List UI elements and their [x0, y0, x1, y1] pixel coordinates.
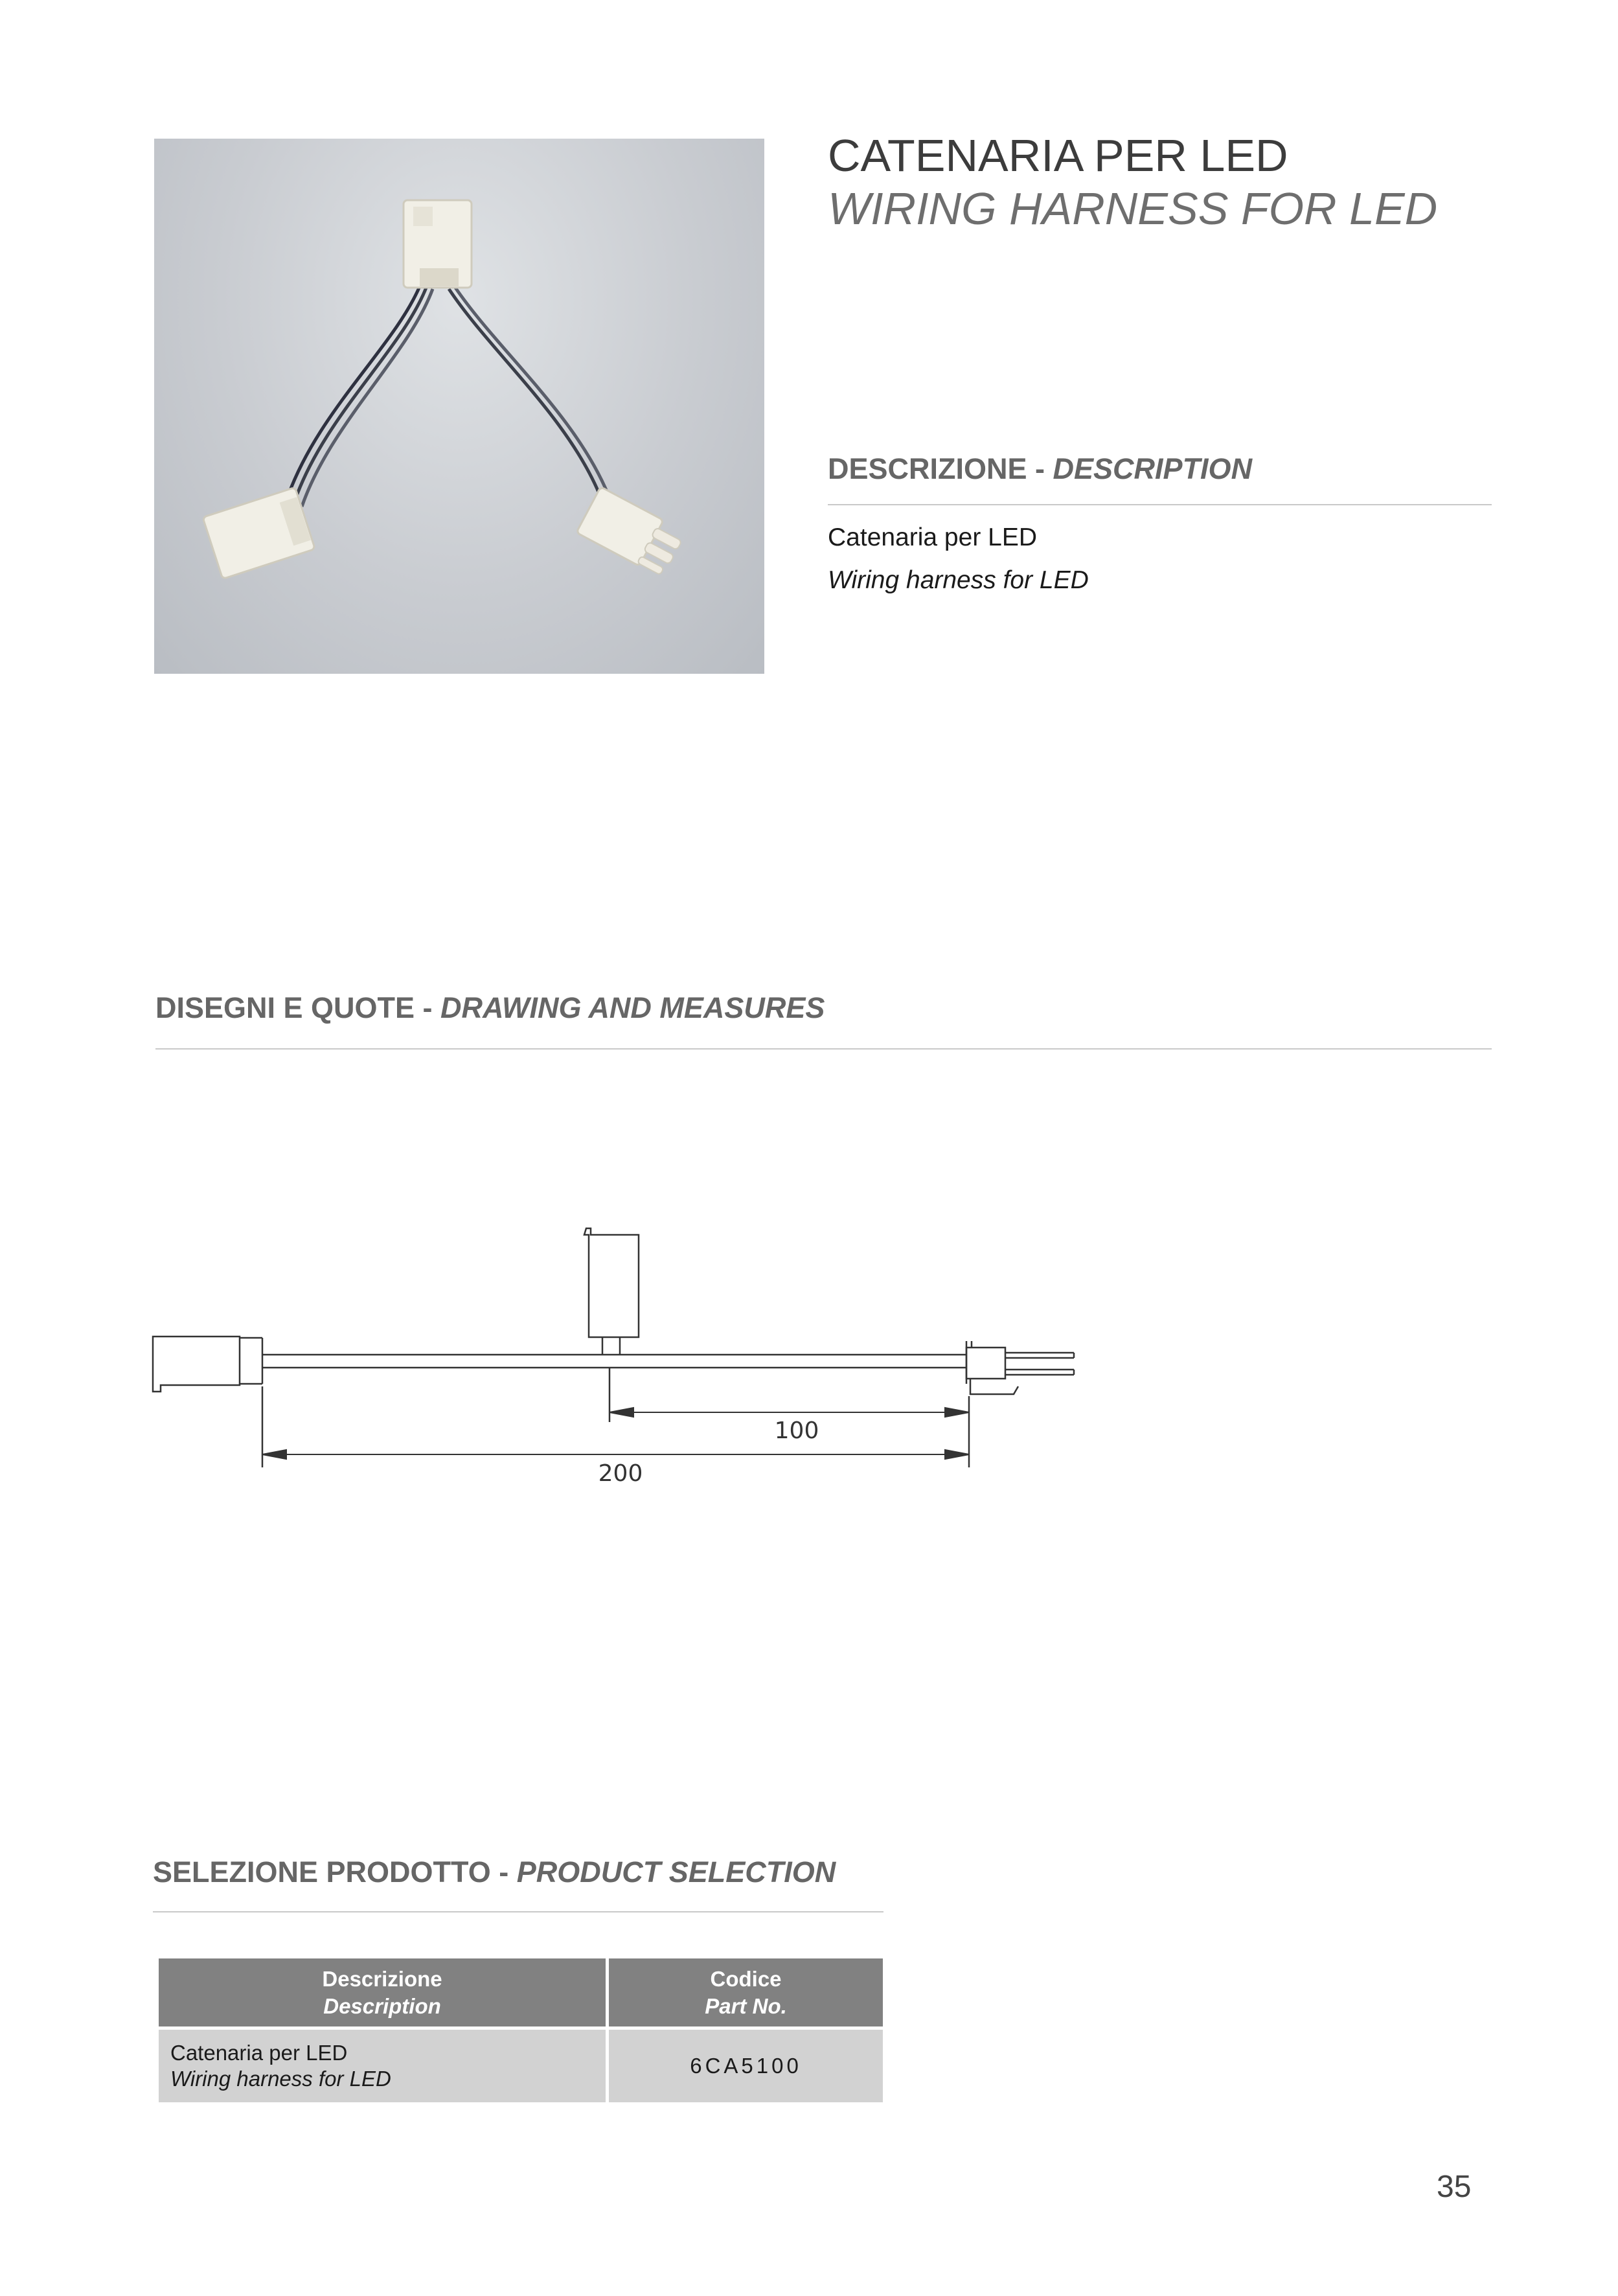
column-header-description-en: Description [323, 1993, 441, 2018]
title-italian: CATENARIA PER LED [828, 130, 1288, 181]
dimension-label-200: 200 [598, 1460, 643, 1487]
wiring-harness-photo [154, 139, 764, 674]
selection-divider [153, 1911, 883, 1912]
dimension-label-100: 100 [774, 1418, 819, 1444]
selection-heading [153, 1855, 836, 1889]
row-description-cell [159, 2030, 606, 2102]
selection-heading-english: PRODUCT SELECTION [516, 1855, 836, 1888]
row-description-it: Catenaria per LED [170, 2041, 348, 2065]
column-header-code-it: Codice [710, 1966, 782, 1991]
column-header-code-en: Part No. [705, 1993, 787, 2018]
drawing-divider [155, 1048, 1492, 1050]
harness-drawing-svg [149, 1211, 1095, 1510]
technical-drawing [149, 1211, 1095, 1510]
description-text-italian: Catenaria per LED [828, 523, 1038, 551]
drawing-heading-italian: DISEGNI E QUOTE - [155, 991, 441, 1024]
description-divider [828, 504, 1492, 505]
column-header-description [159, 1958, 606, 2026]
description-heading [828, 452, 1252, 486]
page-number: 35 [1437, 2170, 1472, 2204]
column-header-code [609, 1958, 883, 2026]
description-text-english: Wiring harness for LED [828, 566, 1089, 594]
selection-heading-italian: SELEZIONE PRODOTTO - [153, 1855, 517, 1888]
table-row [159, 2030, 883, 2102]
title-english: WIRING HARNESS FOR LED [828, 183, 1438, 234]
product-selection-table [155, 1955, 886, 2106]
row-description-en: Wiring harness for LED [170, 2067, 391, 2091]
column-header-description-it: Descrizione [322, 1966, 442, 1991]
drawing-heading-english: DRAWING AND MEASURES [440, 991, 825, 1024]
row-part-number: 6CA5100 [609, 2030, 883, 2102]
product-photo [154, 139, 764, 674]
table-header-row [159, 1958, 883, 2026]
description-heading-italian: DESCRIZIONE - [828, 452, 1053, 485]
description-heading-english: DESCRIPTION [1053, 452, 1253, 485]
drawing-heading [155, 991, 825, 1025]
